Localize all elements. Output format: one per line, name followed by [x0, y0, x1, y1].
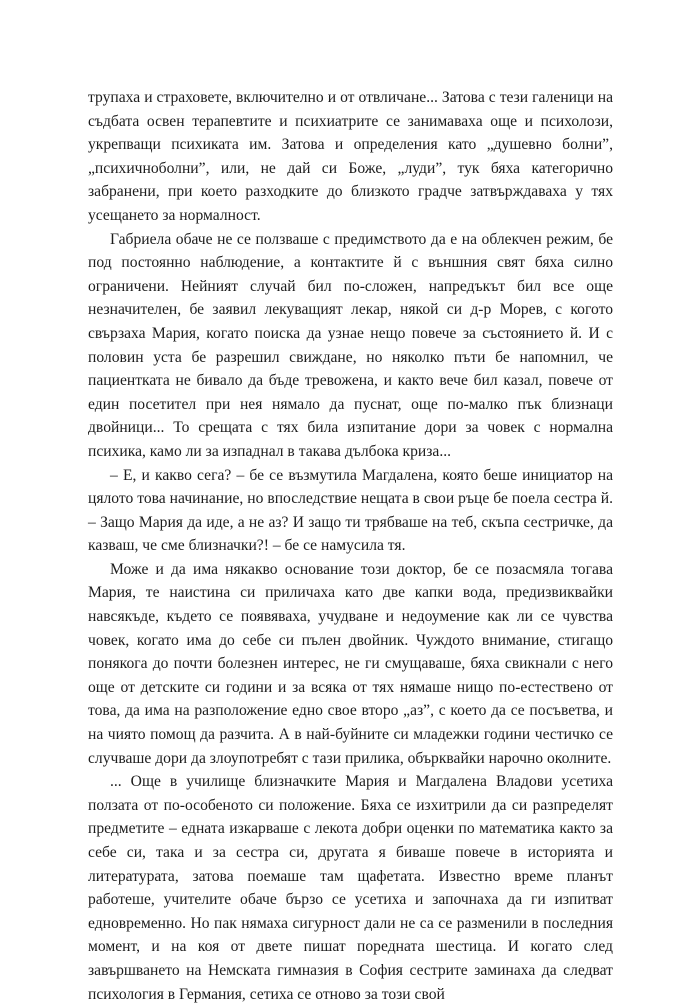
paragraph: ... Още в училище близначките Мария и Магдалена Владови усетиха ползата от по-особеното си положение. Бяха се изхитрили да си разпределят предметите – едната изкарваше с лекота добри оценки по математика както за себе си, така и за сестра си, другата я биваше повече в историята и литературата, затова поемаше там щафетата. Известно време планът работеше, учителите обаче бързо се усетиха и започнаха да ги изпитват едновременно. Но пак нямаха сигурност дали не са се разменили в последния момент, и на коя от двете пишат поредната шестица. И когато след завършването на Немската гимназия в София сестрите заминаха да следват психология в Германия, сетиха се отново за този свой	[88, 773, 613, 1003]
paragraph: Габриела обаче не се ползваше с предимството да е на облекчен режим, бе под постоянно наблюдение, а контактите й с външния свят бяха силно ограничени. Нейният случай бил по-сложен, напредъкът бил все още незначителен, бе заявил лекуващият лекар, някой си д-р Морев, с когото свързаха Мария, когато поиска да узнае нещо повече за състоянието й. И с половин уста бе разрешил свиждане, но няколко пъти бе напомнил, че пациентката не бивало да бъде тревожена, и както вече бил казал, повече от един посетител при нея нямало да пуснат, още по-малко пък близнаци двойници... То срещата с тях била изпитание дори за човек с нормална психика, камо ли за изпаднал в такава дълбока криза...	[88, 230, 613, 460]
paragraph-continuation: трупаха и страховете, включително и от отвличане... Затова с тези галеници на съдбата освен терапевтите и психиатрите се занимаваха още и психолози, укрепващи психиката им. Затова и определения като „душевно болни”, „психичноболни”, или, не дай си Боже, „луди”, тук бяха категорично забранени, при което разходките до близкото градче затвърждаваха у тях усещането за нормалност.	[88, 89, 613, 224]
paragraph: Може и да има някакво основание този доктор, бе се позасмяла тогава Мария, те наистина си приличаха като две капки вода, предизвиквайки навсякъде, където се появяваха, учудване и недоумение как ли се чувства човек, когато има до себе си пълен двойник. Чуждото внимание, стигащо понякога до почти болезнен интерес, не ги смущаваше, бяха свикнали с него още от детските си години и за всяка от тях нямаше нищо по-естествено от това, да има на разположение едно свое второ „аз”, с което да се посъветва, и на чиято помощ да разчита. А в най-буйните си младежки години честичко се случваше дори да злоупотребят с тази прилика, обърквайки нарочно околните.	[88, 560, 613, 767]
paragraph-dialogue: – Е, и какво сега? – бе се възмутила Магдалена, която беше инициатор на цялото това начинание, но впоследствие нещата в свои ръце бе поела сестра й. – Защо Мария да иде, а не аз? И защо ти трябваше на теб, скъпа сестричке, да казваш, че сме близначки?! – бе се намусила тя.	[88, 466, 613, 555]
page-body-text	[88, 86, 613, 1006]
